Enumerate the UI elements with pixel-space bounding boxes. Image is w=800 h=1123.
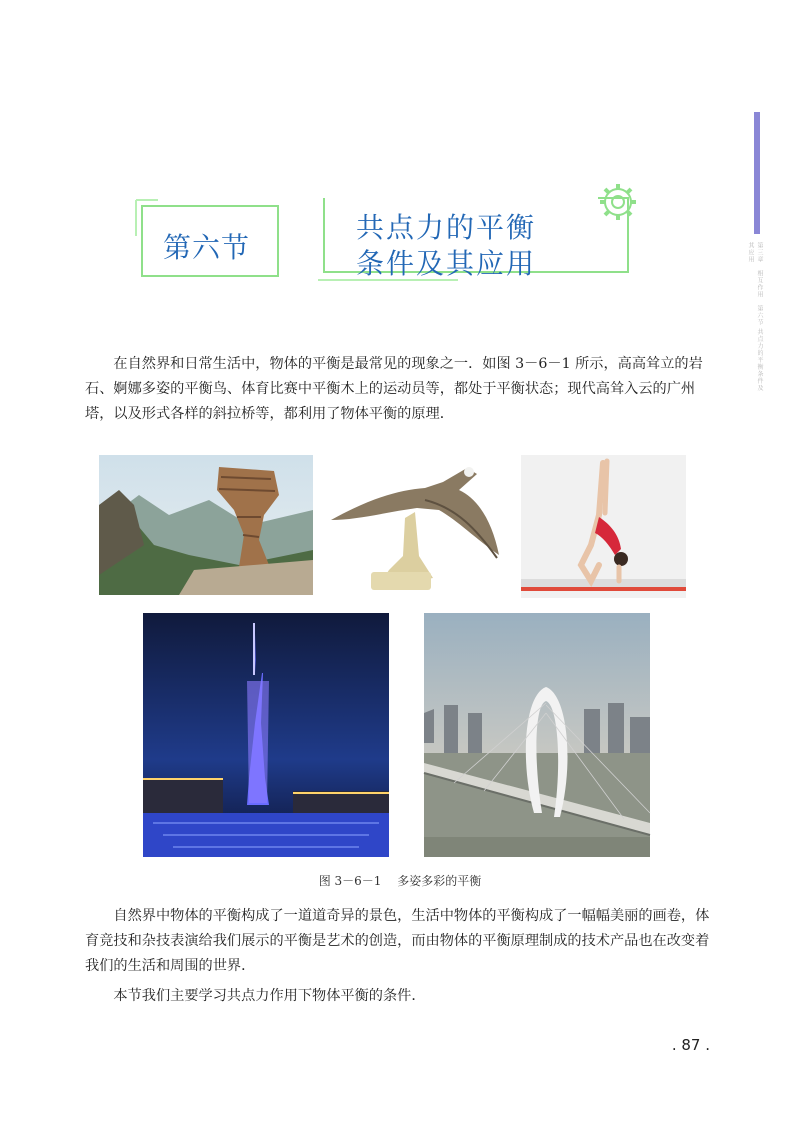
- figure-caption-text: 多姿多彩的平衡: [397, 874, 482, 888]
- photo-gymnast-beam: [521, 455, 686, 598]
- photo-balancing-bird: [327, 460, 505, 596]
- figure-caption: [0, 872, 800, 889]
- section-title-line1: 共点力的平衡: [356, 211, 537, 244]
- intro-paragraph: 在自然界和日常生活中，物体的平衡是最常见的现象之一．如图 3－6－1 所示，高高耸立的岩石、婀娜多姿的平衡鸟、体育比赛中平衡木上的运动员等，都处于平衡状态；现代高耸入云的广州塔，以及形式各样的斜拉桥等，都利用了物体平衡的原理．: [85, 356, 703, 422]
- summary-paragraph: 本节我们主要学习共点力作用下物体平衡的条件．: [113, 988, 426, 1004]
- photo-canton-tower: [143, 613, 389, 857]
- photo-cable-bridge: [424, 613, 650, 857]
- body-paragraph: 自然界中物体的平衡构成了一道道奇异的景色，生活中物体的平衡构成了一幅幅美丽的画卷，体育竞技和杂技表演给我们展示的平衡是艺术的创造，而由物体的平衡原理制成的技术产品也在改变着我们的生活和周围的世界．: [85, 908, 710, 974]
- side-running-text: 第三章 相互作用 第六节 共点力的平衡条件及其应用: [747, 242, 763, 392]
- section-title-line2: 条件及其应用: [356, 247, 537, 280]
- photo-balancing-rock: [99, 455, 313, 595]
- side-tab-marker: [754, 112, 760, 234]
- figure-number: 图 3－6－1: [318, 874, 382, 888]
- section-label: 第六节: [163, 231, 251, 264]
- section-title: [356, 210, 536, 282]
- gear-icon: [600, 184, 636, 220]
- page-number: . 87 .: [671, 1036, 710, 1054]
